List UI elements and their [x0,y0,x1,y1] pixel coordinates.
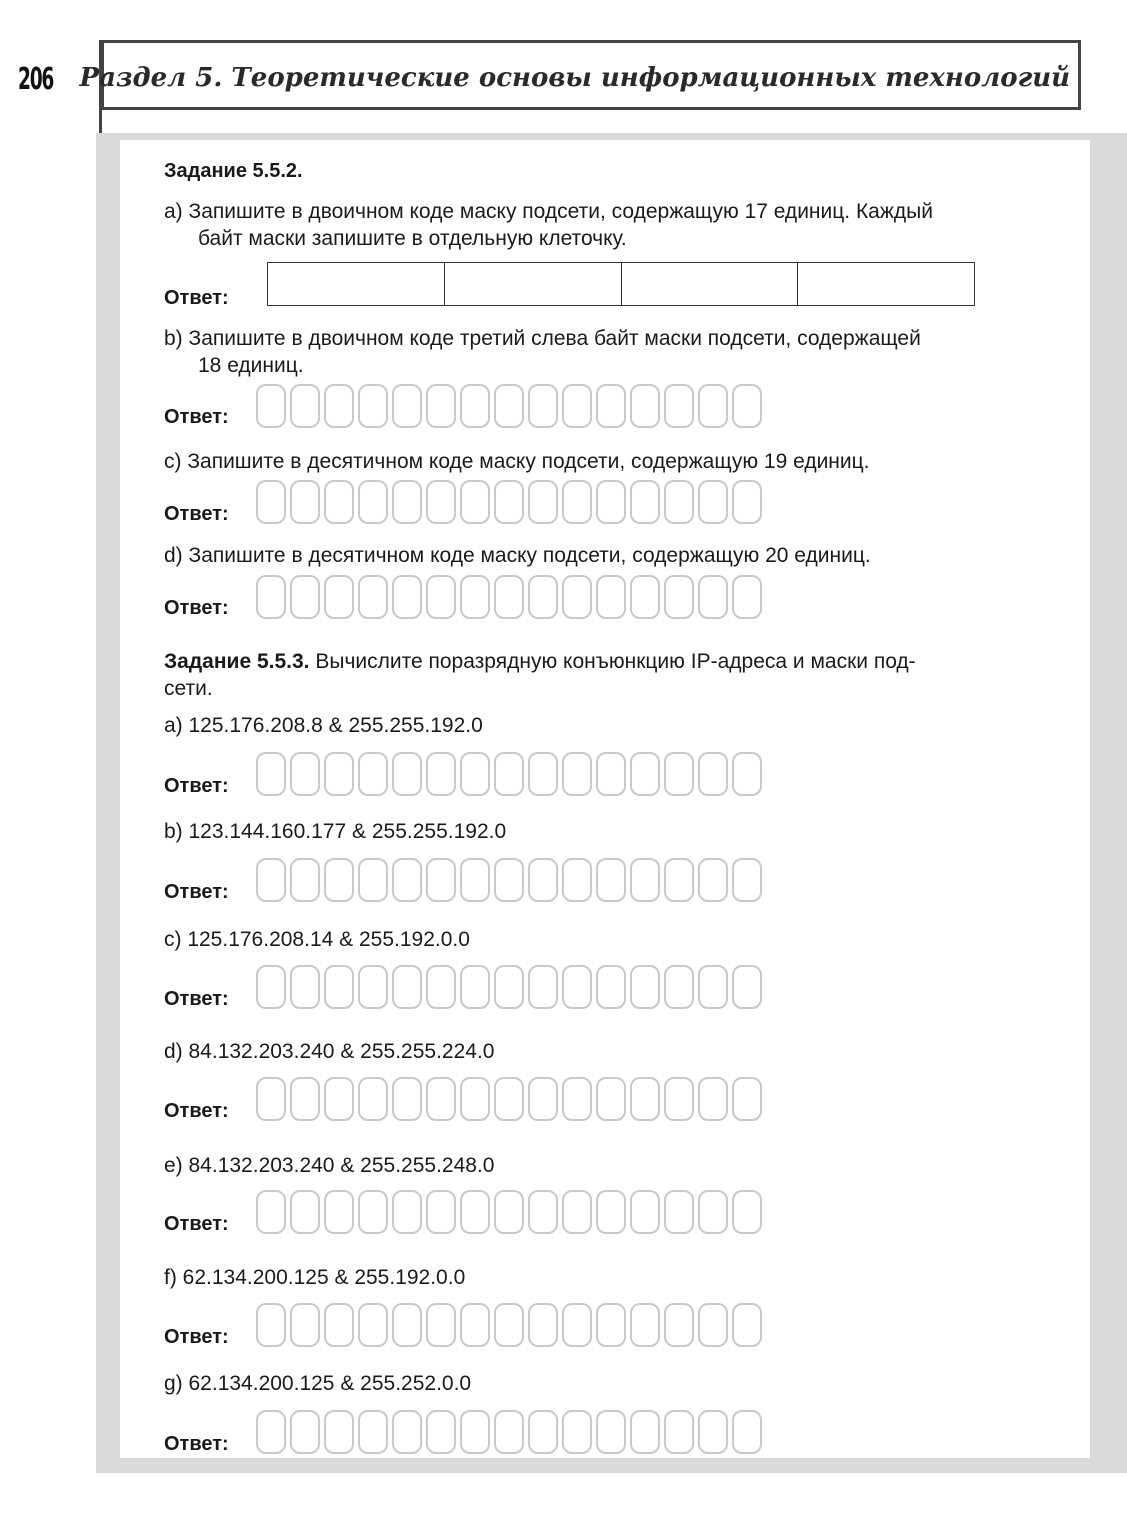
answer-cell[interactable] [698,1077,728,1121]
answer-cell[interactable] [630,858,660,902]
answer-cell[interactable] [290,384,320,428]
answer-cell[interactable] [392,858,422,902]
answer-cell[interactable] [392,965,422,1009]
answer-cell[interactable] [698,384,728,428]
answer-label: Ответ: [164,287,229,309]
answer-cell[interactable] [596,965,626,1009]
answer-cell[interactable] [528,480,558,524]
answer-cell[interactable] [290,1077,320,1121]
answer-label: Ответ: [164,775,229,797]
answer-cell[interactable] [324,1410,354,1454]
answer-cell[interactable] [290,752,320,796]
answer-cell[interactable] [630,1077,660,1121]
answer-cell[interactable] [732,858,762,902]
answer-cell[interactable] [426,1303,456,1347]
answer-cell[interactable] [528,575,558,619]
answer-cell[interactable] [460,858,490,902]
answer-cell[interactable] [562,384,592,428]
answer-label: Ответ: [164,1326,229,1348]
answer-cell[interactable] [494,480,524,524]
answer-cell[interactable] [596,1303,626,1347]
answer-cell[interactable] [324,1303,354,1347]
answer-cell[interactable] [596,1077,626,1121]
answer-cell[interactable] [732,752,762,796]
answer-label: Ответ: [164,406,229,428]
answer-cell[interactable] [324,1077,354,1121]
answer-cell[interactable] [256,384,286,428]
section-title: Раздел 5. Теоретические основы информационных технологий [79,63,1070,93]
answer-cell[interactable] [392,752,422,796]
task-553-item: а) 125.176.208.8 & 255.255.192.0 [164,714,483,737]
answer-cell[interactable] [562,575,592,619]
answer-cell[interactable] [256,1303,286,1347]
answer-cell[interactable] [392,1410,422,1454]
answer-cell[interactable] [732,965,762,1009]
answer-cell[interactable] [664,575,694,619]
answer-cell[interactable] [256,480,286,524]
answer-cell[interactable] [596,1190,626,1234]
byte-cell[interactable] [622,263,799,305]
answer-cell[interactable] [562,1077,592,1121]
answer-cells[interactable] [256,858,762,902]
answer-cell[interactable] [494,858,524,902]
task-553-item: c) 125.176.208.14 & 255.192.0.0 [164,928,470,951]
answer-cell[interactable] [426,480,456,524]
answer-cell[interactable] [664,1190,694,1234]
answer-cell[interactable] [664,384,694,428]
answer-label: Ответ: [164,503,229,525]
answer-cells[interactable] [256,1303,762,1347]
answer-cell[interactable] [698,752,728,796]
answer-cell[interactable] [528,1303,558,1347]
answer-cells[interactable] [256,480,762,524]
task-552-b-text [164,325,1076,379]
task-553-item: e) 84.132.203.240 & 255.255.248.0 [164,1154,495,1177]
answer-cell[interactable] [630,1190,660,1234]
answer-cell[interactable] [630,384,660,428]
task-552-title: Задание 5.5.2. [164,160,303,182]
answer-cell[interactable] [426,858,456,902]
answer-cell[interactable] [460,1077,490,1121]
answer-cell[interactable] [426,1077,456,1121]
answer-cell[interactable] [596,858,626,902]
answer-cell[interactable] [698,1190,728,1234]
answer-cell[interactable] [494,1410,524,1454]
answer-cell[interactable] [256,858,286,902]
answer-cell[interactable] [358,1077,388,1121]
answer-cells[interactable] [256,1190,762,1234]
answer-label: Ответ: [164,1100,229,1122]
answer-cell[interactable] [528,384,558,428]
answer-cell[interactable] [358,384,388,428]
answer-cell[interactable] [392,1303,422,1347]
answer-cell[interactable] [494,1077,524,1121]
section-header [79,40,1081,110]
answer-cell[interactable] [460,1190,490,1234]
answer-cell[interactable] [460,965,490,1009]
answer-cell[interactable] [732,575,762,619]
answer-label: Ответ: [164,1433,229,1455]
answer-cell[interactable] [426,575,456,619]
answer-cell[interactable] [528,858,558,902]
answer-cell[interactable] [256,575,286,619]
answer-cell[interactable] [664,1410,694,1454]
byte-cell[interactable] [268,263,445,305]
task-553-item: g) 62.134.200.125 & 255.252.0.0 [164,1372,472,1395]
answer-cell[interactable] [630,575,660,619]
answer-cell[interactable] [494,1190,524,1234]
answer-cell[interactable] [392,480,422,524]
answer-cell[interactable] [290,1190,320,1234]
answer-cell[interactable] [460,575,490,619]
answer-cell[interactable] [256,1077,286,1121]
answer-cell[interactable] [494,752,524,796]
answer-cell[interactable] [426,384,456,428]
answer-cell[interactable] [494,575,524,619]
answer-label: Ответ: [164,1213,229,1235]
answer-cell[interactable] [460,1303,490,1347]
answer-cell[interactable] [358,1190,388,1234]
task-552-d-text: d) Запишите в десятичном коде маску подсети, содержащую 20 единиц. [164,544,871,567]
answer-cell[interactable] [562,858,592,902]
page-number: 206 [18,62,54,97]
answer-cell[interactable] [630,1410,660,1454]
answer-cell[interactable] [494,384,524,428]
task-552-a-text [164,198,1076,252]
answer-cell[interactable] [290,575,320,619]
answer-cell[interactable] [460,1410,490,1454]
answer-cell[interactable] [460,384,490,428]
answer-cell[interactable] [290,1303,320,1347]
answer-cells[interactable] [256,575,762,619]
byte-cell[interactable] [798,263,974,305]
task-553-title: Задание 5.5.3. [164,650,310,673]
answer-cell[interactable] [732,1410,762,1454]
task-553-intro-line1 [164,648,1076,675]
task-553-item: f) 62.134.200.125 & 255.192.0.0 [164,1266,466,1289]
answer-cell[interactable] [324,384,354,428]
answer-cell[interactable] [528,1077,558,1121]
answer-cell[interactable] [698,1410,728,1454]
answer-cell[interactable] [324,480,354,524]
answer-cell[interactable] [732,1303,762,1347]
answer-cell[interactable] [562,1190,592,1234]
answer-cell[interactable] [664,752,694,796]
answer-cell[interactable] [630,965,660,1009]
answer-cell[interactable] [290,1410,320,1454]
answer-cell[interactable] [426,965,456,1009]
answer-cell[interactable] [630,1303,660,1347]
answer-cell[interactable] [630,752,660,796]
answer-cell[interactable] [596,575,626,619]
answer-cell[interactable] [732,480,762,524]
answer-cell[interactable] [562,1303,592,1347]
answer-cell[interactable] [732,1190,762,1234]
answer-cell[interactable] [290,480,320,524]
answer-cell[interactable] [256,752,286,796]
answer-cells[interactable] [256,752,762,796]
task-553-intro [164,648,1076,702]
answer-cell[interactable] [358,575,388,619]
answer-label: Ответ: [164,988,229,1010]
task-552-a-line1: а) Запишите в двоичном коде маску подсети, содержащую 17 единиц. Каждый [164,200,933,223]
byte-cell[interactable] [445,263,622,305]
task-553-item: d) 84.132.203.240 & 255.255.224.0 [164,1040,495,1063]
answer-cell[interactable] [426,1190,456,1234]
answer-cell[interactable] [630,480,660,524]
answer-cell[interactable] [698,575,728,619]
answer-cell[interactable] [596,480,626,524]
answer-cell[interactable] [460,752,490,796]
answer-cell[interactable] [562,965,592,1009]
answer-cell[interactable] [460,480,490,524]
answer-cell[interactable] [358,752,388,796]
answer-cell[interactable] [664,480,694,524]
answer-cell[interactable] [528,752,558,796]
answer-cell[interactable] [324,858,354,902]
answer-cell[interactable] [596,1410,626,1454]
answer-cell[interactable] [698,965,728,1009]
answer-cell[interactable] [664,1303,694,1347]
answer-cell[interactable] [358,480,388,524]
task-553-intro-line2: сети. [164,677,213,700]
answer-cell[interactable] [528,965,558,1009]
answer-cell[interactable] [358,1303,388,1347]
answer-cell[interactable] [358,1410,388,1454]
answer-cell[interactable] [324,1190,354,1234]
answer-cell[interactable] [562,1410,592,1454]
answer-cell[interactable] [698,858,728,902]
answer-cells[interactable] [256,1410,762,1454]
answer-cell[interactable] [562,752,592,796]
answer-cell[interactable] [392,575,422,619]
answer-cell[interactable] [664,858,694,902]
answer-cell[interactable] [392,384,422,428]
answer-cells[interactable] [256,1077,762,1121]
task-552-a-line2: байт маски запишите в отдельную клеточку. [198,227,627,250]
answer-cell[interactable] [256,1410,286,1454]
answer-cell[interactable] [324,575,354,619]
answer-cell[interactable] [290,858,320,902]
answer-cell[interactable] [732,1077,762,1121]
answer-cell[interactable] [290,965,320,1009]
answer-cell[interactable] [426,752,456,796]
answer-cell[interactable] [392,1077,422,1121]
answer-cell[interactable] [664,965,694,1009]
answer-cell[interactable] [698,480,728,524]
answer-cell[interactable] [698,1303,728,1347]
answer-cell[interactable] [528,1190,558,1234]
task-553-intro-text: Вычислите поразрядную конъюнкцию IP-адреса и маски под- [315,650,916,673]
answer-cell[interactable] [732,384,762,428]
answer-cell[interactable] [324,752,354,796]
answer-table-bytes[interactable] [267,262,975,306]
answer-cell[interactable] [358,965,388,1009]
answer-label: Ответ: [164,881,229,903]
answer-cell[interactable] [392,1190,422,1234]
task-552-b-line2: 18 единиц. [198,354,304,377]
answer-cell[interactable] [596,384,626,428]
answer-cell[interactable] [664,1077,694,1121]
answer-cells[interactable] [256,965,762,1009]
answer-cell[interactable] [256,965,286,1009]
answer-cell[interactable] [324,965,354,1009]
task-552-c-text: c) Запишите в десятичном коде маску подсети, содержащую 19 единиц. [164,450,870,473]
answer-cell[interactable] [494,965,524,1009]
answer-cell[interactable] [528,1410,558,1454]
answer-cell[interactable] [494,1303,524,1347]
answer-cell[interactable] [358,858,388,902]
answer-cell[interactable] [426,1410,456,1454]
answer-cell[interactable] [596,752,626,796]
answer-cell[interactable] [256,1190,286,1234]
answer-label: Ответ: [164,597,229,619]
task-553-item: b) 123.144.160.177 & 255.255.192.0 [164,820,507,843]
task-552-b-line1: b) Запишите в двоичном коде третий слева байт маски подсети, содержащей [164,327,921,350]
answer-cell[interactable] [562,480,592,524]
answer-cells[interactable] [256,384,762,428]
